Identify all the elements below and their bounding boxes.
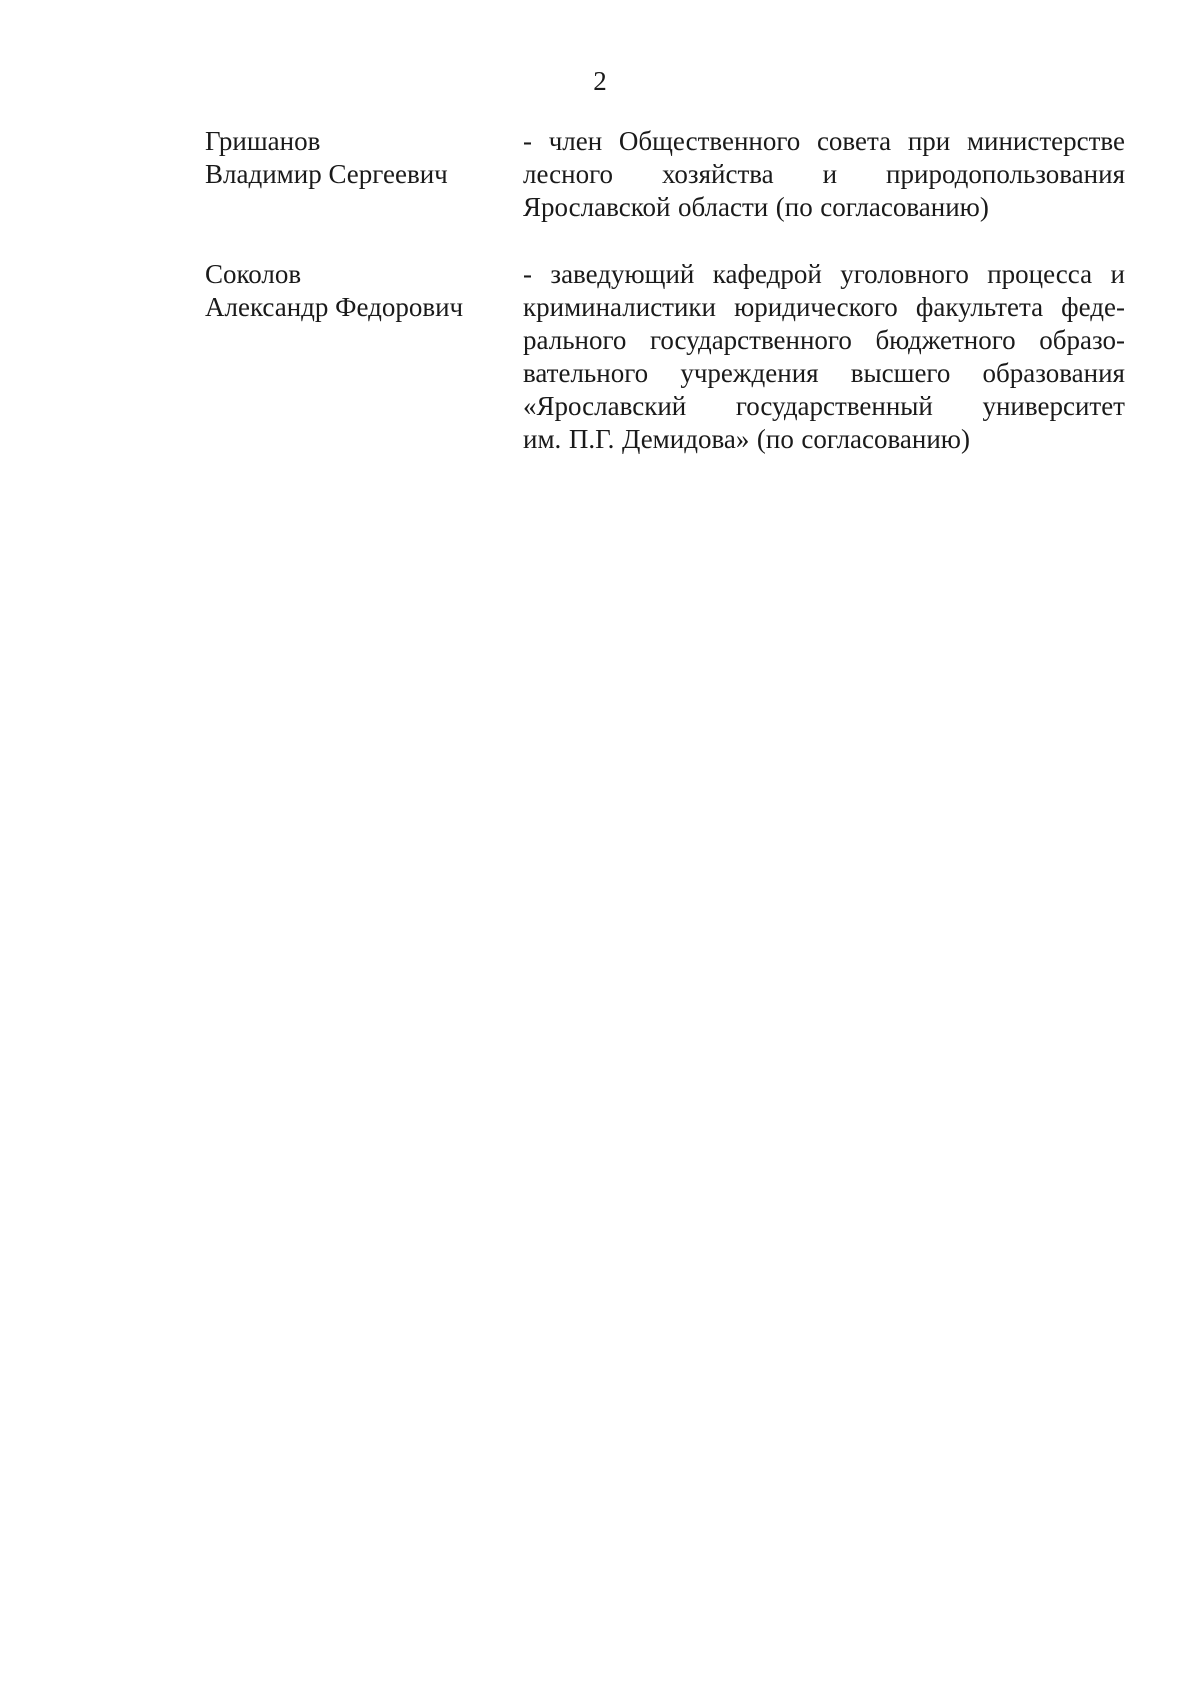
word: и <box>822 159 838 189</box>
word: природопользования <box>886 159 1125 189</box>
word: кафедрой <box>712 259 822 289</box>
position-line <box>523 291 1125 324</box>
member-position <box>523 258 1125 456</box>
member-surname: Соколов <box>205 259 302 289</box>
page-number: 2 <box>593 66 607 96</box>
word: - <box>523 259 532 289</box>
word: феде- <box>1061 292 1125 322</box>
member-surname: Гришанов <box>205 126 321 156</box>
word: процесса <box>987 259 1093 289</box>
word: государственного <box>649 325 852 355</box>
word: области <box>677 192 769 222</box>
word: факультета <box>915 292 1044 322</box>
word: (по <box>775 192 813 222</box>
word: согласованию) <box>820 192 989 222</box>
member-name <box>205 125 523 224</box>
word: - <box>523 126 532 156</box>
word: Общественного <box>618 126 801 156</box>
member-given-names: Владимир Сергеевич <box>205 159 448 189</box>
member-given-names: Александр Федорович <box>205 292 464 322</box>
member-position <box>523 125 1125 224</box>
word: заведующий <box>550 259 695 289</box>
word: хозяйства <box>661 159 774 189</box>
word: им. <box>523 424 562 454</box>
word: юридического <box>734 292 898 322</box>
word: Демидова» <box>621 424 750 454</box>
word: совета <box>816 126 892 156</box>
word: образо- <box>1039 325 1125 355</box>
word: криминалистики <box>523 292 716 322</box>
word: государственный <box>735 391 933 421</box>
position-line <box>523 357 1125 390</box>
member-name <box>205 258 523 456</box>
position-line <box>523 125 1125 158</box>
word: учреждения <box>680 358 819 388</box>
position-line <box>523 258 1125 291</box>
word: (по <box>756 424 794 454</box>
member-list <box>205 125 1125 490</box>
word: образования <box>982 358 1125 388</box>
word: университет <box>982 391 1125 421</box>
word: бюджетного <box>875 325 1016 355</box>
word: уголовного <box>840 259 969 289</box>
word: рального <box>523 325 627 355</box>
position-line <box>523 423 1125 456</box>
word: при <box>907 126 951 156</box>
position-line <box>523 158 1125 191</box>
member-entry <box>205 258 1125 456</box>
word: лесного <box>523 159 613 189</box>
word: Ярославской <box>523 192 671 222</box>
word: согласованию) <box>801 424 970 454</box>
position-line <box>523 191 1125 224</box>
word: и <box>1110 259 1125 289</box>
word: член <box>548 126 603 156</box>
word: высшего <box>850 358 951 388</box>
member-entry <box>205 125 1125 224</box>
position-line <box>523 390 1125 423</box>
position-line <box>523 324 1125 357</box>
word: вательного <box>523 358 649 388</box>
word: П.Г. <box>568 424 615 454</box>
word: «Ярославский <box>523 391 687 421</box>
word: министерстве <box>966 126 1125 156</box>
